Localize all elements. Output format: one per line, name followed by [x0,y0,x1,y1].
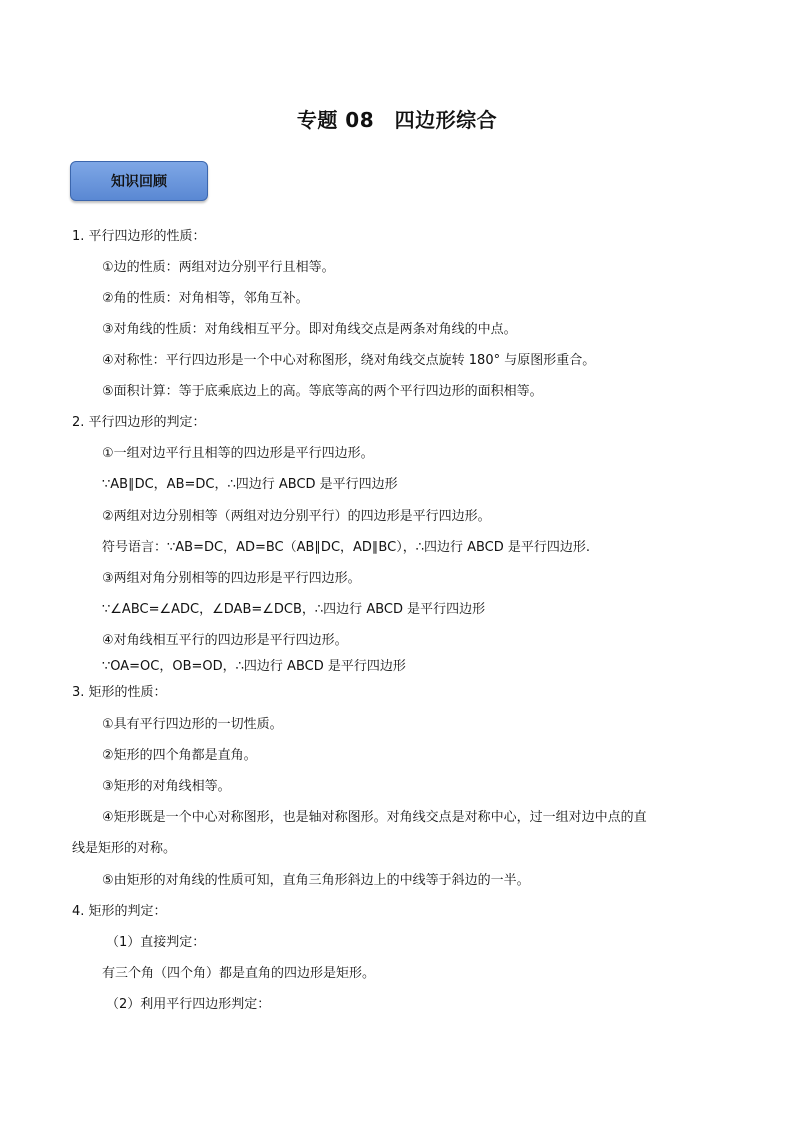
list-item: ③矩形的对角线相等。 [102,779,231,794]
list-item: ∵OA=OC，OB=OD，∴四边行 ABCD 是平行四边形 [102,659,406,674]
list-item: ④对角线相互平行的四边形是平行四边形。 [102,633,348,648]
list-item: ②两组对边分别相等（两组对边分别平行）的四边形是平行四边形。 [102,509,491,524]
page-title: 专题 08 四边形综合 [296,108,498,132]
section-heading: 2. 平行四边形的判定： [72,415,206,430]
section-heading: 3. 矩形的性质： [72,685,167,700]
list-item: （2）利用平行四边形判定： [106,997,271,1012]
list-item: ①边的性质：两组对边分别平行且相等。 [102,260,335,275]
list-item: ∵∠ABC=∠ADC，∠DAB=∠DCB，∴四边行 ABCD 是平行四边形 [102,602,486,617]
list-item: ⑤面积计算：等于底乘底边上的高。等底等高的两个平行四边形的面积相等。 [102,384,543,399]
list-item: ④对称性：平行四边形是一个中心对称图形，绕对角线交点旋转 180° 与原图形重合。 [102,353,596,368]
list-item: 线是矩形的对称。 [72,841,177,856]
list-item: ③两组对角分别相等的四边形是平行四边形。 [102,571,361,586]
section-heading: 1. 平行四边形的性质： [72,229,206,244]
list-item: ∵AB∥DC，AB=DC，∴四边行 ABCD 是平行四边形 [102,477,398,492]
list-item: 符号语言：∵AB=DC，AD=BC（AB∥DC，AD∥BC），∴四边行 ABCD 是平行四边形. [102,540,591,555]
list-item: ②角的性质：对角相等，邻角互补。 [102,291,309,306]
list-item: ④矩形既是一个中心对称图形，也是轴对称图形。对角线交点是对称中心，过一组对边中点的直 [102,810,647,825]
list-item: （1）直接判定： [106,935,206,950]
list-item: ③对角线的性质：对角线相互平分。即对角线交点是两条对角线的中点。 [102,322,517,337]
section-heading: 4. 矩形的判定： [72,904,167,919]
list-item: ①具有平行四边形的一切性质。 [102,717,283,732]
list-item: ⑤由矩形的对角线的性质可知，直角三角形斜边上的中线等于斜边的一半。 [102,873,530,888]
list-item: ①一组对边平行且相等的四边形是平行四边形。 [102,446,374,461]
list-item: ②矩形的四个角都是直角。 [102,748,257,763]
list-item: 有三个角（四个角）都是直角的四边形是矩形。 [102,966,376,981]
section-badge: 知识回顾 [70,161,208,201]
